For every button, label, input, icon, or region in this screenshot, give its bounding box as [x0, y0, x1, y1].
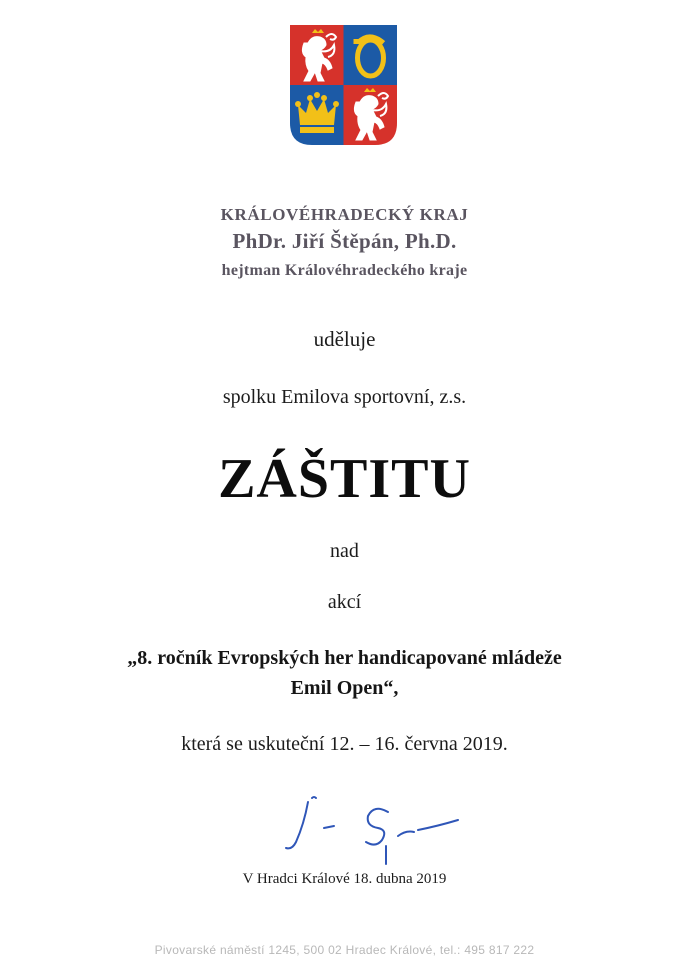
handwritten-signature	[268, 790, 468, 870]
footer-address: Pivovarské náměstí 1245, 500 02 Hradec Králové, tel.: 495 817 222	[154, 943, 535, 957]
coat-of-arms-icon	[290, 25, 397, 145]
over-text: nad	[330, 540, 359, 562]
grants-text: uděluje	[313, 327, 376, 351]
event-dates: která se uskuteční 12. – 16. června 2019.	[181, 733, 508, 755]
place-and-date: V Hradci Králové 18. dubna 2019	[242, 871, 447, 887]
event-name-line-1: „8. ročník Evropských her handicapované mládeže	[127, 647, 562, 669]
recipient-text: spolku Emilova sportovní, z.s.	[222, 386, 467, 408]
issuer-role: hejtman Královéhradeckého kraje	[221, 262, 468, 279]
document-title: ZÁŠTITU	[218, 448, 471, 510]
issuer-region: KRÁLOVÉHRADECKÝ KRAJ	[220, 205, 469, 224]
issuer-name: PhDr. Jiří Štěpán, Ph.D.	[232, 229, 457, 253]
event-name-line-2: Emil Open“,	[290, 677, 399, 699]
event-word: akcí	[327, 591, 362, 613]
